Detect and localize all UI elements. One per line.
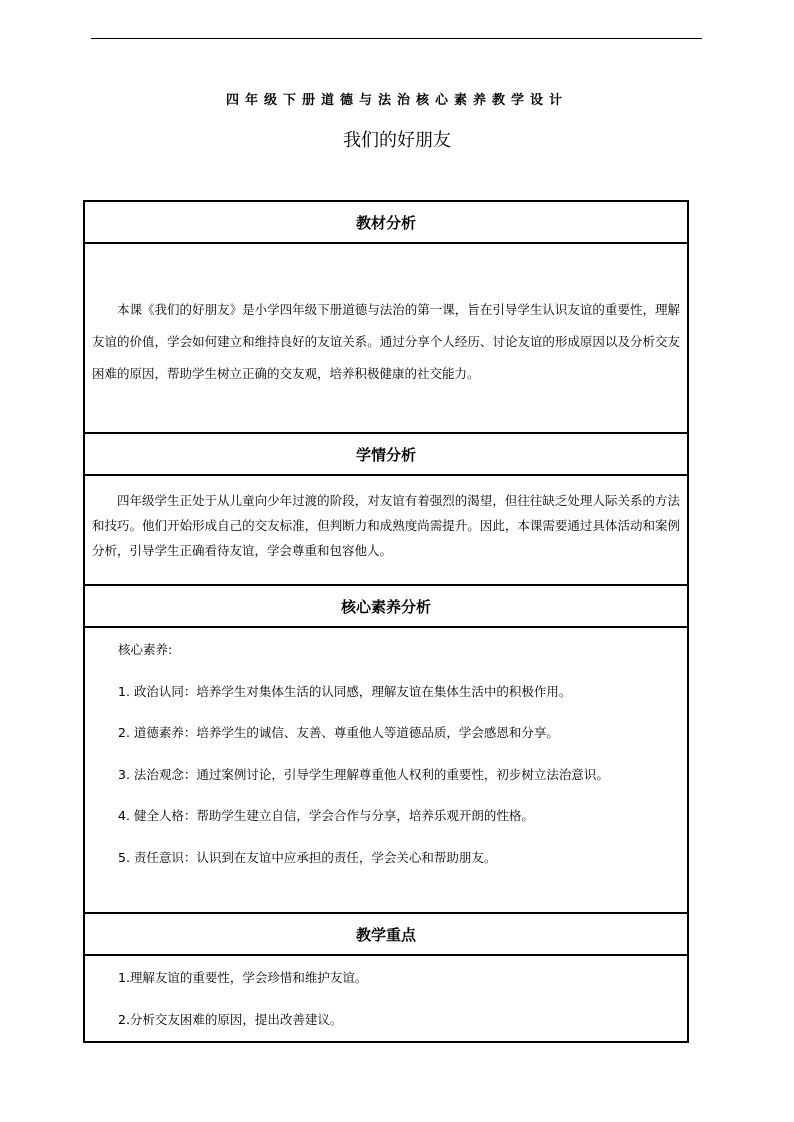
teaching-focus-heading: 教学重点 xyxy=(85,914,687,956)
textbook-analysis-heading: 教材分析 xyxy=(85,202,687,244)
core-literacy-item-moral: 2. 道德素养：培养学生的诚信、友善、尊重他人等道德品质，学会感恩和分享。 xyxy=(118,725,559,740)
student-analysis-heading: 学情分析 xyxy=(85,434,687,476)
teaching-focus-item-1: 1.理解友谊的重要性，学会珍惜和维护友谊。 xyxy=(118,970,368,985)
core-literacy-item-personality: 4. 健全人格：帮助学生建立自信，学会合作与分享，培养乐观开朗的性格。 xyxy=(118,808,534,823)
header-rule xyxy=(91,38,702,39)
teaching-focus-body xyxy=(85,956,687,1041)
student-analysis-paragraph: 四年级学生正处于从儿童向少年过渡的阶段，对友谊有着强烈的渴望，但往往缺乏处理人际关系的方法和技巧。他们开始形成自己的交友标准，但判断力和成熟度尚需提升。因此，本课需要通过具体活动和案例分析，引导学生正确看待友谊，学会尊重和包容他人。 xyxy=(92,493,680,558)
core-literacy-item-responsibility: 5. 责任意识：认识到在友谊中应承担的责任，学会关心和帮助朋友。 xyxy=(118,849,497,865)
textbook-analysis-body xyxy=(85,244,687,434)
core-literacy-intro: 核心素养: xyxy=(118,642,173,657)
lesson-plan-table xyxy=(83,200,689,1043)
core-literacy-heading: 核心素养分析 xyxy=(85,586,687,628)
core-literacy-body xyxy=(85,628,687,914)
teaching-focus-item-2: 2.分析交友困难的原因，提出改善建议。 xyxy=(118,1012,343,1027)
core-literacy-item-law: 3. 法治观念：通过案例讨论，引导学生理解尊重他人权利的重要性，初步树立法治意识。 xyxy=(118,766,609,782)
core-literacy-item-political: 1. 政治认同：培养学生对集体生活的认同感，理解友谊在集体生活中的积极作用。 xyxy=(118,683,572,699)
lesson-title: 我们的好朋友 xyxy=(343,130,451,151)
textbook-analysis-paragraph: 本课《我们的好朋友》是小学四年级下册道德与法治的第一课，旨在引导学生认识友谊的重要性，理解友谊的价值，学会如何建立和维持良好的友谊关系。通过分享个人经历、讨论友谊的形成原因以及分析交友困难的原因，帮助学生树立正确的交友观，培养积极健康的社交能力。 xyxy=(92,302,680,381)
student-analysis-body xyxy=(85,476,687,586)
document-title: 四年级下册道德与法治核心素养教学设计 xyxy=(225,93,568,108)
